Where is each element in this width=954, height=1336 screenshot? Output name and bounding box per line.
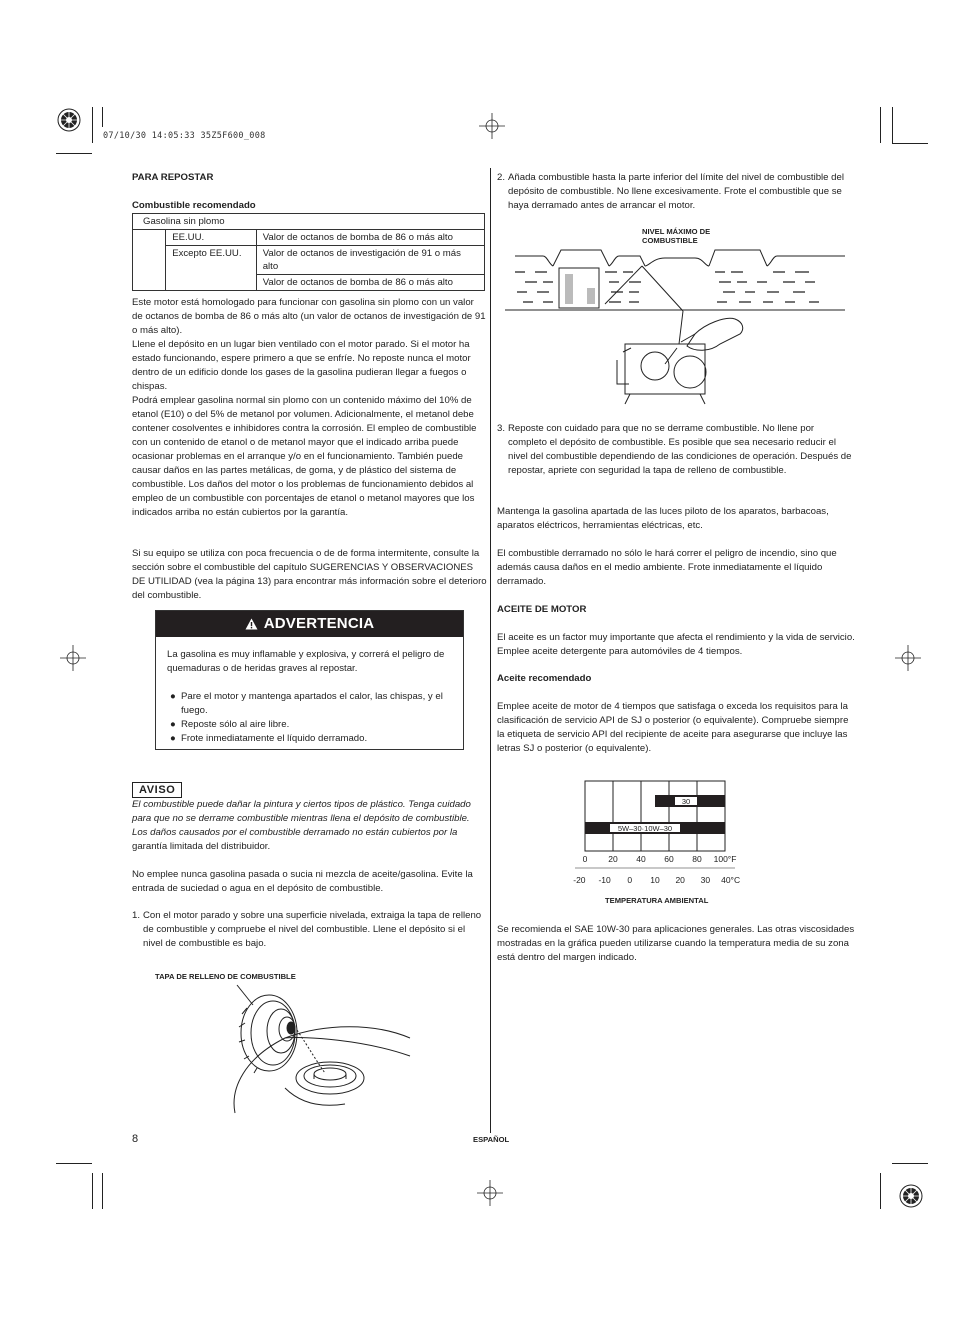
fuel-table-cell: Excepto EE.UU. (166, 246, 257, 291)
paragraph: Emplee aceite de motor de 4 tiempos que satisfaga o exceda los requisitos para la clasificación de servicio API de SJ o posterior (o equivalente). Compruebe siempre la etiqueta de servicio API del recipiente de aceite para asegurarse que incluye las letras SJ o posterior (o equivalente). (497, 701, 849, 754)
crop-mark (56, 1163, 92, 1164)
warning-title: ADVERTENCIA (263, 615, 375, 632)
f-tick-label: 100°F (713, 854, 737, 864)
step-text: Añada combustible hasta la parte inferior del límite del nivel de combustible del depósito de combustible. No llene excesivamente. Frote el combustible que se haya derramado antes de arrancar el motor. (508, 172, 844, 211)
crosshair-left-middle (60, 645, 86, 671)
fuel-table (132, 213, 485, 291)
crop-mark (92, 107, 93, 143)
crosshair-right-middle (895, 645, 921, 671)
figure-caption-line: NIVEL MÁXIMO DE (642, 227, 711, 236)
figure-caption: TAPA DE RELLENO DE COMBUSTIBLE (155, 972, 296, 981)
paragraph: El combustible derramado no sólo le hará correr el peligro de incendio, sino que además causa daños en el medio ambiente. Frote inmediatamente el líquido derramado. (497, 548, 837, 587)
list-item: ● Frote inmediatamente el líquido derramado. (170, 733, 368, 744)
print-stamp: 07/10/30 14:05:33 35Z5F600_008 (103, 131, 266, 141)
warning-header (156, 611, 463, 637)
crosshair-bottom-center (477, 1180, 503, 1206)
f-tick-label: 40 (636, 854, 646, 864)
column-divider (490, 168, 491, 1133)
paragraph: Si su equipo se utiliza con poca frecuencia o de de forma intermitente, consulte la sección sobre el combustible del capítulo SUGERENCIAS Y OBSERVACIONES DE UTILIDAD (vea la página 13) para encontrar más información sobre el deterioro del combustible. (132, 548, 487, 601)
bar-label: 30 (681, 797, 691, 806)
paragraph: Podrá emplear gasolina normal sin plomo con un contenido máximo del 10% de etanol (E10) o del 5% de metanol por volumen. Adicionalmente, el metanol debe contener cosolventes e inhibidores contra la corrosión. El empleo de combustible con un contenido de etanol o de metanol mayor que el indicado arriba puede ocasionar problemas en el arranque y/o en el funcionamiento. También puede causar daños en las partes metálicas, de goma, y de plástico del sistema de combustible. Los daños del motor o los problemas de funcionamiento debidos al empleo de un combustible con porcentajes de etanol o metanol mayores que los indicados arriba no están cubiertos por la garantía. (132, 395, 477, 518)
step-2 (497, 171, 855, 213)
chart-x-label: TEMPERATURA AMBIENTAL (605, 896, 709, 905)
c-tick-label: 30 (700, 875, 711, 885)
paragraph: Llene el depósito en un lugar bien ventilado con el motor parado. Si el motor ha estado funcionando, espere primero a que se enfríe. No reposte nunca el motor dentro de un edificio donde los gases de la gasolina pudieran llegar a fuegos o chispas. (132, 339, 471, 392)
fuel-table-cell: Valor de octanos de bomba de 86 o más alto (256, 230, 484, 246)
f-tick-label: 80 (692, 854, 702, 864)
bar-label: 5W–30·10W–30 (617, 824, 673, 833)
step-text: Con el motor parado y sobre una superficie nivelada, extraiga la tapa de relleno de combustible y compruebe el nivel del combustible. Llene el depósito si el nivel de combustible es bajo. (143, 910, 482, 949)
c-tick-label: -10 (598, 875, 611, 885)
figure-caption-line: COMBUSTIBLE (642, 236, 698, 245)
c-tick-label: 10 (650, 875, 660, 885)
registration-target-bottom-right (898, 1183, 924, 1209)
fuel-level-illustration (505, 244, 845, 414)
c-tick-label: 20 (675, 875, 685, 885)
crop-mark (892, 143, 928, 144)
list-item: ● Pare el motor y mantenga apartados el calor, las chispas, y el fuego. (170, 691, 443, 716)
paragraph: No emplee nunca gasolina pasada o sucia ni mezcla de aceite/gasolina. Evite la entrada de suciedad o agua en el depósito de combustible. (132, 869, 473, 894)
oil-viscosity-chart (560, 778, 760, 908)
registration-target-top-left (56, 107, 82, 133)
list-item-text: Pare el motor y mantenga apartados el calor, las chispas, y el fuego. (181, 691, 443, 716)
warning-box (155, 610, 464, 750)
subsection-title: Combustible recomendado (132, 200, 256, 211)
language-label: ESPAÑOL (473, 1135, 510, 1144)
step-number: 3. (497, 423, 506, 434)
c-tick-label: -20 (573, 875, 586, 885)
crop-mark (880, 1173, 881, 1209)
notice-italic-text: El combustible puede dañar la pintura y ciertos tipos de plástico. Tenga cuidado para que no se derrame combustible mientras llena el depósito de combustible. Los daños causados por el combustible derramado no están cubiertos por la (132, 799, 471, 838)
paragraph: Mantenga la gasolina apartada de las luces piloto de los aparatos, barbacoas, aparatos eléctricos, herramientas eléctricas, etc. (497, 506, 829, 531)
crop-mark (102, 1173, 103, 1209)
c-tick-label: 40°C (721, 875, 741, 885)
subsection-title: Aceite recomendado (497, 673, 592, 684)
f-tick-label: 20 (608, 854, 618, 864)
chart-frame (585, 781, 725, 851)
crop-mark (102, 107, 103, 127)
notice-label (132, 780, 182, 798)
crop-mark (56, 153, 92, 154)
warning-bullet-list (170, 690, 460, 746)
list-item-text: Frote inmediatamente el líquido derramado. (181, 733, 368, 744)
fuel-table-cell: Valor de octanos de bomba de 86 o más alto (256, 275, 484, 291)
fuel-table-cell: EE.UU. (166, 230, 257, 246)
step-3 (497, 422, 855, 478)
notice-plain-text: garantía limitada del distribuidor. (132, 841, 271, 852)
notice-text (132, 798, 487, 854)
c-tick-label: 0 (627, 875, 633, 885)
fuel-table-cell: Valor de octanos de investigación de 91 o más alto (256, 246, 484, 275)
f-tick-label: 0 (582, 854, 588, 864)
step-text: Reposte con cuidado para que no se derrame combustible. No llene por completo el depósito de combustible. Es posible que sea necesario reducir el nivel del combustible dependiendo de las condiciones de operación. Después de repostar, apriete con seguridad la tapa de relleno de combustible. (508, 423, 852, 476)
fuel-cap-illustration (225, 978, 415, 1118)
step-1 (132, 909, 487, 951)
step-number: 1. (132, 910, 141, 921)
fuel-table-header: Gasolina sin plomo (133, 214, 485, 230)
list-item: ● Reposte sólo al aire libre. (170, 719, 290, 730)
warning-triangle-icon (245, 613, 258, 639)
warning-text: La gasolina es muy inflamable y explosiva, y correrá el peligro de quemaduras o de heridas graves al repostar. (167, 649, 445, 674)
crop-mark (880, 107, 881, 143)
crop-mark (892, 1163, 928, 1164)
f-tick-label: 60 (664, 854, 674, 864)
paragraph: El aceite es un factor muy importante que afecta el rendimiento y la vida de servicio. Emplee aceite detergente para automóviles de 4 tiempos. (497, 632, 855, 657)
crosshair-top-center (479, 113, 505, 139)
figure-caption (642, 227, 710, 245)
notice-label-text: AVISO (132, 782, 182, 798)
crop-mark (892, 107, 893, 143)
list-item-text: Reposte sólo al aire libre. (181, 719, 290, 730)
section-title: PARA REPOSTAR (132, 172, 214, 183)
page-number: 8 (132, 1133, 139, 1145)
paragraph: Se recomienda el SAE 10W-30 para aplicaciones generales. Las otras viscosidades mostradas en la gráfica pueden utilizarse cuando la temperatura media de su zona está dentro del margen indicado. (497, 924, 855, 963)
paragraph: Este motor está homologado para funcionar con gasolina sin plomo con un valor de octanos de bomba de 86 o más alto (un valor de octanos de investigación de 91 o más alto). (132, 297, 486, 336)
crop-mark (92, 1173, 93, 1209)
step-number: 2. (497, 172, 506, 183)
fuel-table-indent (133, 230, 166, 291)
section-title: ACEITE DE MOTOR (497, 604, 587, 615)
